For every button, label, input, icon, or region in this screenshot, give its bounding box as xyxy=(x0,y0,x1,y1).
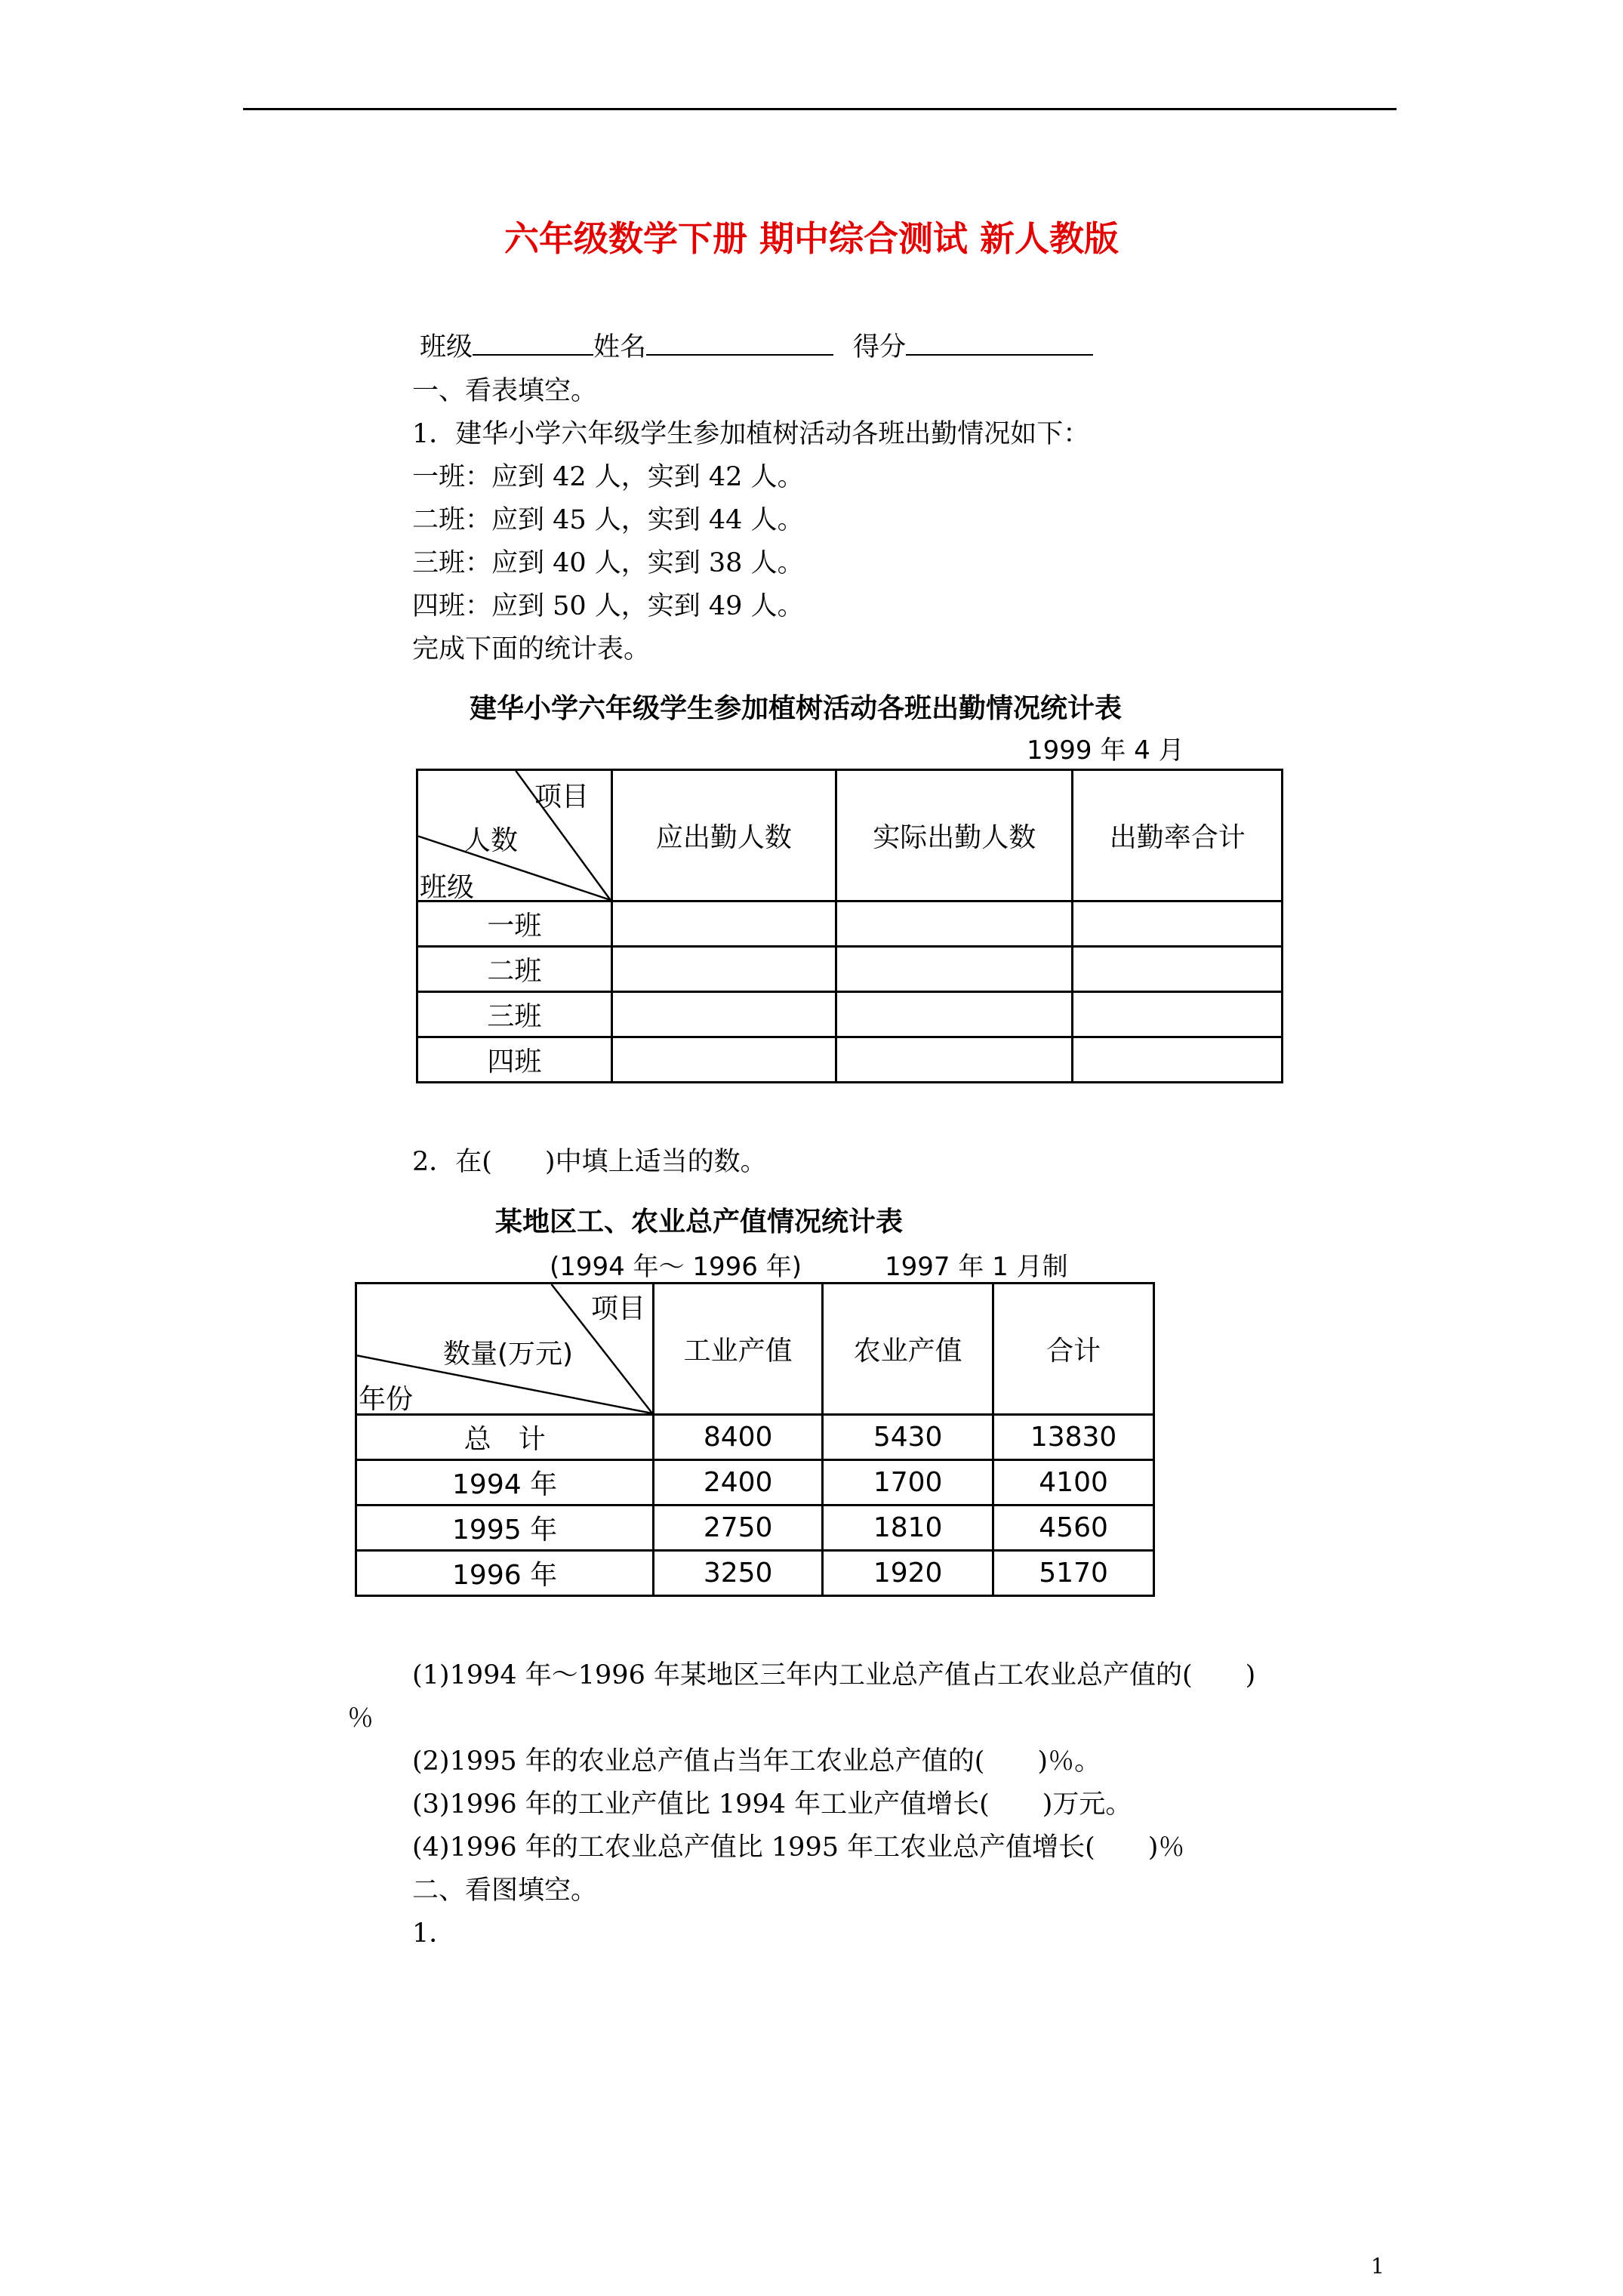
table-row xyxy=(356,1415,1154,1460)
table1-cell[interactable] xyxy=(836,1037,1073,1083)
table2-cell: 1920 xyxy=(823,1551,993,1596)
score-blank[interactable] xyxy=(906,328,1093,356)
table1-corner-top: 项目 xyxy=(534,781,590,812)
q1-intro: 1．建华小学六年级学生参加植树活动各班出勤情况如下： xyxy=(412,419,1090,449)
table2-cell: 13830 xyxy=(993,1415,1154,1460)
document-title: 六年级数学下册 期中综合测试 新人教版 xyxy=(504,218,1119,259)
table2-col-header: 工业产值 xyxy=(654,1284,823,1415)
table2-corner-bottom: 年份 xyxy=(359,1384,414,1415)
table1-row-label: 一班 xyxy=(417,901,612,947)
q2-sub-3: (3)1996 年的工业产值比 1994 年工业产值增长( )万元。 xyxy=(412,1789,1132,1820)
q2-intro: 2．在( )中填上适当的数。 xyxy=(412,1147,767,1177)
table-row xyxy=(417,901,1283,947)
table2-cell: 4100 xyxy=(993,1460,1154,1505)
section2-q1-label: 1． xyxy=(412,1918,456,1949)
table-row xyxy=(356,1551,1154,1596)
table2-col-header: 农业产值 xyxy=(823,1284,993,1415)
table2-row-label: 1996 年 xyxy=(356,1551,654,1596)
table1-cell[interactable] xyxy=(611,1037,836,1083)
table1-title: 建华小学六年级学生参加植树活动各班出勤情况统计表 xyxy=(470,693,1123,724)
table2-title: 某地区工、农业总产值情况统计表 xyxy=(495,1207,904,1237)
table1-col-header: 实际出勤人数 xyxy=(836,770,1073,901)
q2-sub-2: (2)1995 年的农业总产值占当年工农业总产值的( )％。 xyxy=(412,1746,1101,1777)
table2-cell: 4560 xyxy=(993,1505,1154,1551)
table2-cell: 5430 xyxy=(823,1415,993,1460)
table2-col-header: 合计 xyxy=(993,1284,1154,1415)
table-row xyxy=(417,1037,1283,1083)
table2-row-label: 总 计 xyxy=(356,1415,654,1460)
table2-row-label: 1994 年 xyxy=(356,1460,654,1505)
page-number: 1 xyxy=(1371,2254,1384,2279)
table1-cell[interactable] xyxy=(1073,992,1283,1037)
table2-corner-cell xyxy=(356,1284,654,1415)
table1-row-label: 四班 xyxy=(417,1037,612,1083)
table-row xyxy=(356,1460,1154,1505)
table-row xyxy=(417,992,1283,1037)
q1-line-3: 三班：应到 40 人，实到 38 人。 xyxy=(412,548,804,578)
score-label: 得分 xyxy=(853,332,907,362)
table1-cell[interactable] xyxy=(611,947,836,992)
table2-cell: 1810 xyxy=(823,1505,993,1551)
table1-col-header: 应出勤人数 xyxy=(611,770,836,901)
header-rule xyxy=(243,108,1397,110)
class-blank[interactable] xyxy=(473,328,593,356)
table1-cell[interactable] xyxy=(836,992,1073,1037)
table2-subtitle: (1994 年～ 1996 年) xyxy=(550,1252,802,1282)
table2-row-label: 1995 年 xyxy=(356,1505,654,1551)
table2-cell: 2750 xyxy=(654,1505,823,1551)
table1-cell[interactable] xyxy=(1073,901,1283,947)
attendance-table xyxy=(416,769,1283,1083)
q2-sub-4: (4)1996 年的工农业总产值比 1995 年工农业总产值增长( )％ xyxy=(412,1832,1185,1863)
table2-cell: 5170 xyxy=(993,1551,1154,1596)
output-value-table xyxy=(355,1282,1155,1597)
q1-line-4: 四班：应到 50 人，实到 49 人。 xyxy=(412,591,804,621)
table1-cell[interactable] xyxy=(1073,1037,1283,1083)
table2-corner-middle: 数量(万元) xyxy=(443,1339,574,1370)
table1-corner-cell xyxy=(417,770,612,901)
q1-instruction: 完成下面的统计表。 xyxy=(412,634,651,664)
table2-corner-top: 项目 xyxy=(591,1293,646,1324)
section1-heading: 一、看表填空。 xyxy=(412,376,598,406)
table1-cell[interactable] xyxy=(1073,947,1283,992)
header-fields xyxy=(420,326,1093,368)
table1-col-header: 出勤率合计 xyxy=(1073,770,1283,901)
table2-cell: 2400 xyxy=(654,1460,823,1505)
table1-date: 1999 年 4 月 xyxy=(1027,735,1184,766)
name-label: 姓名 xyxy=(593,332,647,362)
table1-cell[interactable] xyxy=(611,992,836,1037)
name-blank[interactable] xyxy=(646,328,833,356)
table1-corner-middle: 人数 xyxy=(463,825,519,856)
q2-sub-1-wrap: ％ xyxy=(347,1703,374,1734)
table1-cell[interactable] xyxy=(611,901,836,947)
table1-cell[interactable] xyxy=(836,947,1073,992)
q1-line-2: 二班：应到 45 人，实到 44 人。 xyxy=(412,505,804,535)
table1-corner-bottom: 班级 xyxy=(420,872,475,903)
table2-cell: 3250 xyxy=(654,1551,823,1596)
table2-cell: 1700 xyxy=(823,1460,993,1505)
table1-cell[interactable] xyxy=(836,901,1073,947)
table1-row-label: 三班 xyxy=(417,992,612,1037)
table-row xyxy=(417,947,1283,992)
table2-made-date: 1997 年 1 月制 xyxy=(885,1252,1068,1282)
section2-heading: 二、看图填空。 xyxy=(412,1875,598,1906)
class-label: 班级 xyxy=(420,332,473,362)
table1-row-label: 二班 xyxy=(417,947,612,992)
table-row xyxy=(356,1505,1154,1551)
q2-sub-1: (1)1994 年～1996 年某地区三年内工业总产值占工农业总产值的( ) xyxy=(412,1660,1256,1690)
q1-line-1: 一班：应到 42 人，实到 42 人。 xyxy=(412,462,804,492)
table2-cell: 8400 xyxy=(654,1415,823,1460)
